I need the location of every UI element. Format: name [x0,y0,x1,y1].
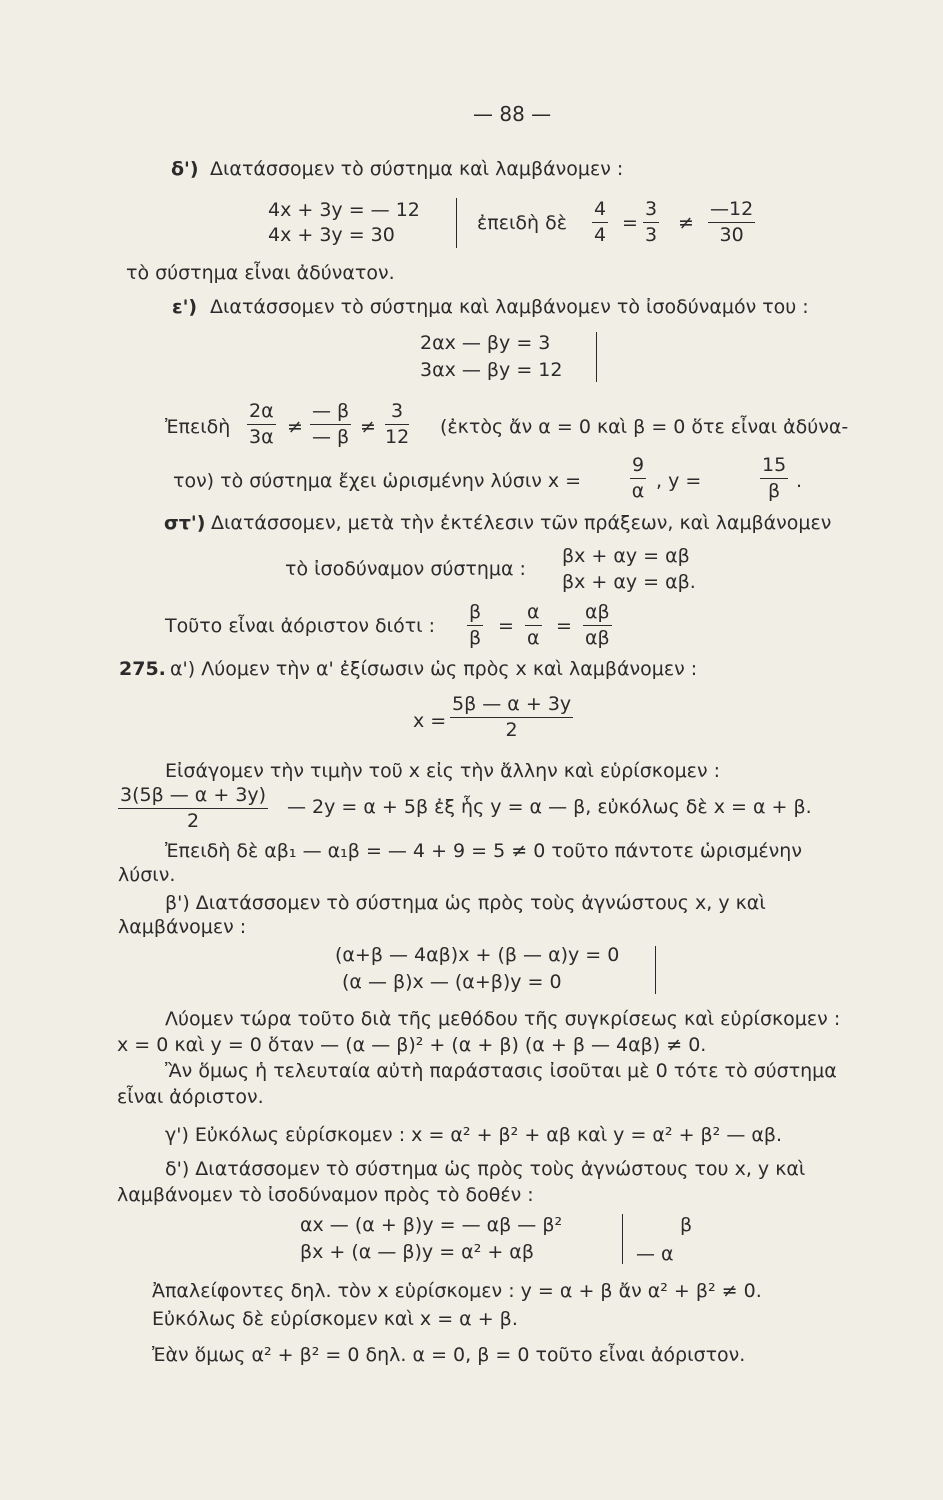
dd-system-bar [622,1214,623,1264]
g-line: γ') Εὐκόλως εὑρίσκομεν : x = α² + β² + αβ καὶ y = α² + β² — αβ. [165,1124,783,1146]
e-continuation: τον) τὸ σύστημα ἔχει ὡρισμένην λύσιν x = [173,470,582,492]
d-equation-2: 4x + 3y = 30 [268,224,395,246]
e-x-fraction: $\frac{9}{\alpha}$ [631,454,645,502]
e-fraction-2: $\frac{— \beta}{— \beta}$ [312,400,350,448]
b-solve: Λύομεν τώρα τοῦτο διὰ τῆς μεθόδου τῆς συγκρίσεως καὶ εὑρίσκομεν : [165,1008,841,1030]
b-equation-2: (α — β)x — (α+β)y = 0 [342,971,562,993]
section-e-intro: Διατάσσομεν τὸ σύστημα καὶ λαμβάνομεν τὸ ἰσοδύναμόν του : [210,296,809,318]
d-system-bar [456,198,457,248]
d-fraction-2: $\frac{3}{3}$ [645,198,658,246]
e-since: Ἐπειδὴ [165,416,231,438]
st-equals-1: = [498,615,514,637]
b-system-bar [655,946,656,994]
dd-eliminate: Ἀπαλείφοντες δηλ. τὸν x εὑρίσκομεν : y = α + β ἄν α² + β² ≠ 0. [152,1280,762,1302]
b-indefinite: εἶναι ἀόριστον. [117,1086,264,1108]
e-equation-2: 3αx — βy = 12 [420,359,563,381]
section-e-label: ε') [172,296,198,318]
a-solution: λύσιν. [118,864,176,886]
b-result: x = 0 καὶ y = 0 ὅταν — (α — β)² + (α + β) (α + β — 4αβ) ≠ 0. [117,1034,707,1056]
d-fraction-3: $\frac{—12}{30}$ [710,198,754,246]
e-system-bar [596,332,597,382]
page-number: — 88 — [473,102,552,126]
e-not-equal-2: ≠ [360,416,376,438]
e-not-equal-1: ≠ [287,416,303,438]
st-equation-1: βx + αy = αβ [562,545,690,567]
b-line-1: β') Διατάσσομεν τὸ σύστημα ὡς πρὸς τοὺς ἀγνώστους x, y καὶ [165,892,766,914]
section-st-intro: Διατάσσομεν, μετὰ τὴν ἐκτέλεσιν τῶν πράξεων, καὶ λαμβάνομεν [211,512,832,534]
e-y-fraction: $\frac{15}{\beta}$ [762,454,787,502]
b-equation-1: (α+β — 4αβ)x + (β — α)y = 0 [335,944,620,966]
a-since: Ἐπειδὴ δὲ αβ₁ — α₁β = — 4 + 9 = 5 ≠ 0 τοῦτο πάντοτε ὡρισμένην [165,840,802,862]
dd-line-2: λαμβάνομεν τὸ ἰσοδύναμον πρὸς τὸ δοθέν : [117,1184,534,1206]
dd-if: Ἐὰν ὅμως α² + β² = 0 δηλ. α = 0, β = 0 τοῦτο εἶναι ἀόριστον. [152,1344,746,1366]
dd-line-1: δ') Διατάσσομεν τὸ σύστημα ὡς πρὸς τοὺς ἀγνώστους του x, y καὶ [165,1158,806,1180]
st-fraction-1: $\frac{\beta}{\beta}$ [469,601,482,649]
a-substitute: Εἰσάγομεν τὴν τιμὴν τοῦ x εἰς τὴν ἄλλην καὶ εὑρίσκομεν : [165,760,720,782]
dd-equation-1: αx — (α + β)y = — αβ — β² [300,1214,563,1236]
st-equivalent: τὸ ἰσοδύναμον σύστημα : [285,558,526,580]
e-period: . [796,470,803,492]
e-equation-1: 2αx — βy = 3 [420,332,551,354]
a-rest: — 2y = α + 5β ἐξ ἧς y = α — β, εὐκόλως δὲ x = α + β. [287,796,812,818]
dd-equation-2: βx + (α — β)y = α² + αβ [300,1241,534,1263]
st-indefinite: Τοῦτο εἶναι ἀόριστον διότι : [165,615,436,637]
e-fraction-3: $\frac{3}{12}$ [385,400,410,448]
st-equals-2: = [556,615,572,637]
e-comma-y: , y = [656,470,702,492]
st-fraction-2: $\frac{\alpha}{\alpha}$ [527,601,540,649]
a-x-label: x = [413,710,447,732]
d-fraction-1: $\frac{4}{4}$ [594,198,607,246]
e-condition: (ἐκτὸς ἄν α = 0 καὶ β = 0 ὅτε εἶναι ἀδύνα- [440,416,849,438]
d-equals: = [622,212,638,234]
problem-number: 275. [119,658,166,680]
d-conclusion: τὸ σύστημα εἶναι ἀδύνατον. [126,262,395,284]
dd-multiplier-1: β [680,1214,693,1236]
dd-easy: Εὐκόλως δὲ εὑρίσκομεν καὶ x = α + β. [152,1308,518,1330]
a-fraction: $\frac{3(5\beta — \alpha + 3y)}{2}$ [120,784,267,832]
d-not-equal: ≠ [678,212,694,234]
section-st-label: στ') [164,512,206,534]
dd-multiplier-2: — α [636,1243,674,1265]
b-if: Ἂν ὅμως ἡ τελευταία αὐτὴ παράστασις ἰσοῦται μὲ 0 τότε τὸ σύστημα [165,1060,837,1082]
b-line-2: λαμβάνομεν : [118,916,247,938]
section-d-intro: Διατάσσομεν τὸ σύστημα καὶ λαμβάνομεν : [210,158,624,180]
e-fraction-1: $\frac{2\alpha}{3\alpha}$ [249,400,274,448]
d-equation-1: 4x + 3y = — 12 [268,199,420,221]
st-equation-2: βx + αy = αβ. [562,571,696,593]
a-text: α') Λύομεν τὴν α' ἐξίσωσιν ὡς πρὸς x καὶ λαμβάνομεν : [170,658,698,680]
st-fraction-3: $\frac{\alpha\beta}{\alpha\beta}$ [585,601,610,649]
a-x-fraction: $\frac{5\beta — \alpha + 3y}{2}$ [452,693,572,741]
d-since: ἐπειδὴ δὲ [477,212,568,234]
section-d-label: δ') [171,158,199,180]
